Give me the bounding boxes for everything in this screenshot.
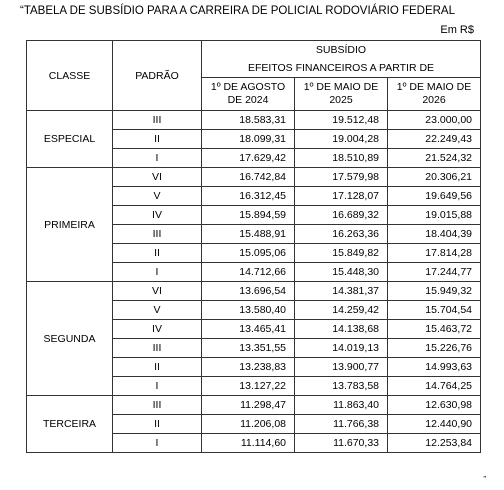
value-cell: 11.298,47 bbox=[202, 396, 295, 415]
value-cell: 14.381,37 bbox=[295, 282, 388, 301]
value-cell: 14.993,63 bbox=[388, 358, 481, 377]
value-cell: 11.766,38 bbox=[295, 415, 388, 434]
padrao-cell: II bbox=[113, 244, 202, 263]
value-cell: 18.404,39 bbox=[388, 225, 481, 244]
value-cell: 15.448,30 bbox=[295, 263, 388, 282]
value-cell: 15.949,32 bbox=[388, 282, 481, 301]
value-cell: 13.127,22 bbox=[202, 377, 295, 396]
value-cell: 15.463,72 bbox=[388, 320, 481, 339]
value-cell: 12.440,90 bbox=[388, 415, 481, 434]
classe-cell: ESPECIAL bbox=[27, 111, 113, 168]
closing-quote: ” bbox=[483, 475, 486, 484]
padrao-cell: II bbox=[113, 358, 202, 377]
value-cell: 15.095,06 bbox=[202, 244, 295, 263]
padrao-cell: III bbox=[113, 225, 202, 244]
value-cell: 15.226,76 bbox=[388, 339, 481, 358]
value-cell: 15.488,91 bbox=[202, 225, 295, 244]
padrao-cell: III bbox=[113, 339, 202, 358]
value-cell: 19.512,48 bbox=[295, 111, 388, 130]
value-cell: 19.004,28 bbox=[295, 130, 388, 149]
value-cell: 16.263,36 bbox=[295, 225, 388, 244]
value-cell: 15.894,59 bbox=[202, 206, 295, 225]
value-cell: 17.579,98 bbox=[295, 168, 388, 187]
padrao-cell: II bbox=[113, 415, 202, 434]
value-cell: 15.704,54 bbox=[388, 301, 481, 320]
table-body bbox=[27, 111, 481, 453]
header-efeitos: EFEITOS FINANCEIROS A PARTIR DE bbox=[202, 59, 481, 78]
value-cell: 14.019,13 bbox=[295, 339, 388, 358]
value-cell: 11.670,33 bbox=[295, 434, 388, 453]
value-cell: 18.099,31 bbox=[202, 130, 295, 149]
value-cell: 19.015,88 bbox=[388, 206, 481, 225]
value-cell: 14.764,25 bbox=[388, 377, 481, 396]
classe-cell: TERCEIRA bbox=[27, 396, 113, 453]
value-cell: 18.510,89 bbox=[295, 149, 388, 168]
table-title: “TABELA DE SUBSÍDIO PARA A CARREIRA DE POLICIAL RODOVIÁRIO FEDERAL bbox=[20, 5, 455, 17]
value-cell: 13.238,83 bbox=[202, 358, 295, 377]
padrao-cell: I bbox=[113, 434, 202, 453]
header-date-2025: 1º DE MAIO DE 2025 bbox=[295, 78, 388, 111]
value-cell: 17.814,28 bbox=[388, 244, 481, 263]
header-classe: CLASSE bbox=[27, 41, 113, 111]
padrao-cell: V bbox=[113, 187, 202, 206]
value-cell: 13.580,40 bbox=[202, 301, 295, 320]
header-subsidio: SUBSÍDIO bbox=[202, 41, 481, 60]
table-row bbox=[27, 111, 481, 130]
value-cell: 16.312,45 bbox=[202, 187, 295, 206]
classe-cell: PRIMEIRA bbox=[27, 168, 113, 282]
table-row bbox=[27, 282, 481, 301]
padrao-cell: V bbox=[113, 301, 202, 320]
value-cell: 11.206,08 bbox=[202, 415, 295, 434]
padrao-cell: VI bbox=[113, 168, 202, 187]
value-cell: 23.000,00 bbox=[388, 111, 481, 130]
value-cell: 17.128,07 bbox=[295, 187, 388, 206]
value-cell: 18.583,31 bbox=[202, 111, 295, 130]
padrao-cell: I bbox=[113, 377, 202, 396]
padrao-cell: IV bbox=[113, 320, 202, 339]
table-row bbox=[27, 168, 481, 187]
currency-unit: Em R$ bbox=[440, 24, 474, 36]
value-cell: 22.249,43 bbox=[388, 130, 481, 149]
value-cell: 14.259,42 bbox=[295, 301, 388, 320]
value-cell: 20.306,21 bbox=[388, 168, 481, 187]
value-cell: 12.630,98 bbox=[388, 396, 481, 415]
value-cell: 15.849,82 bbox=[295, 244, 388, 263]
padrao-cell: III bbox=[113, 111, 202, 130]
classe-cell: SEGUNDA bbox=[27, 282, 113, 396]
value-cell: 16.742,84 bbox=[202, 168, 295, 187]
padrao-cell: VI bbox=[113, 282, 202, 301]
value-cell: 17.244,77 bbox=[388, 263, 481, 282]
value-cell: 12.253,84 bbox=[388, 434, 481, 453]
value-cell: 13.351,55 bbox=[202, 339, 295, 358]
value-cell: 13.900,77 bbox=[295, 358, 388, 377]
value-cell: 19.649,56 bbox=[388, 187, 481, 206]
padrao-cell: III bbox=[113, 396, 202, 415]
value-cell: 16.689,32 bbox=[295, 206, 388, 225]
value-cell: 13.465,41 bbox=[202, 320, 295, 339]
value-cell: 13.783,58 bbox=[295, 377, 388, 396]
header-padrao: PADRÃO bbox=[113, 41, 202, 111]
value-cell: 14.712,66 bbox=[202, 263, 295, 282]
padrao-cell: I bbox=[113, 149, 202, 168]
padrao-cell: II bbox=[113, 130, 202, 149]
subsidy-table bbox=[26, 40, 481, 453]
padrao-cell: IV bbox=[113, 206, 202, 225]
padrao-cell: I bbox=[113, 263, 202, 282]
value-cell: 11.863,40 bbox=[295, 396, 388, 415]
value-cell: 14.138,68 bbox=[295, 320, 388, 339]
value-cell: 17.629,42 bbox=[202, 149, 295, 168]
value-cell: 11.114,60 bbox=[202, 434, 295, 453]
table-row bbox=[27, 396, 481, 415]
value-cell: 21.524,32 bbox=[388, 149, 481, 168]
header-date-2026: 1º DE MAIO DE 2026 bbox=[388, 78, 481, 111]
header-date-2024: 1º DE AGOSTO DE 2024 bbox=[202, 78, 295, 111]
value-cell: 13.696,54 bbox=[202, 282, 295, 301]
